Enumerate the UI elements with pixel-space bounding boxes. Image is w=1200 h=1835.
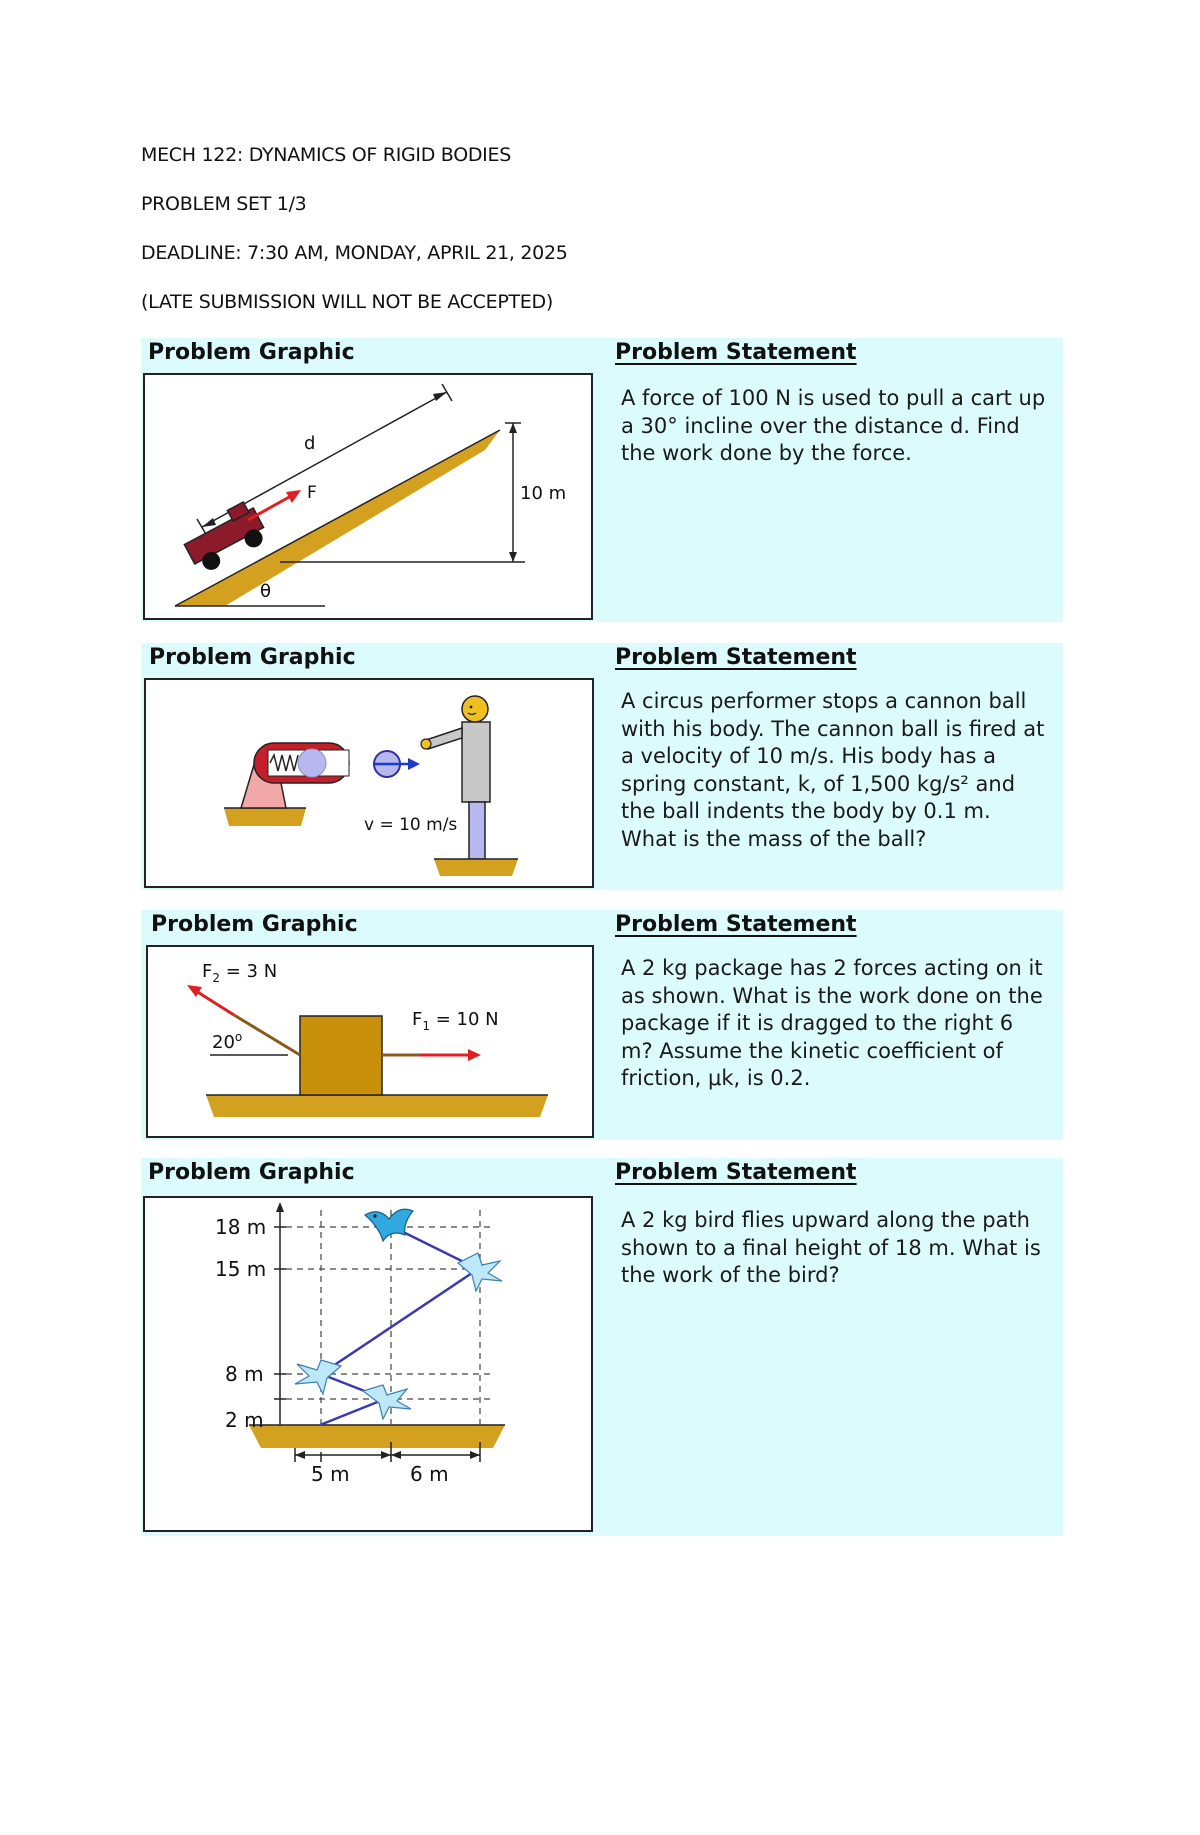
- bird-path-diagram: [145, 1198, 591, 1530]
- f2-rope: [234, 1015, 300, 1055]
- y-tick-8m: 8 m: [225, 1362, 264, 1386]
- graphic-heading: Problem Graphic: [149, 645, 356, 670]
- f2-label: $F_2 = 3$ N: [202, 961, 278, 985]
- cannon-diagram: [146, 680, 592, 886]
- problem-graphic-4: [143, 1196, 593, 1532]
- graphic-heading: Problem Graphic: [148, 340, 355, 365]
- y-tick-2m: 2 m: [225, 1408, 264, 1432]
- package-ground: [206, 1095, 548, 1117]
- problem-graphic-3: [146, 945, 594, 1138]
- problem-statement-1: A force of 100 N is used to pull a cart up a 30° incline over the distance d. Find the work done by the force.: [621, 386, 1046, 465]
- velocity-label: v = 10 m/s: [364, 815, 458, 835]
- statement-heading: Problem Statement: [615, 645, 857, 670]
- statement-heading: Problem Statement: [615, 912, 857, 937]
- problem-set-title: PROBLEM SET 1/3: [141, 193, 307, 215]
- problem-statement-4: A 2 kg bird flies upward along the path shown to a final height of 18 m. What is the work of the bird?: [621, 1208, 1041, 1287]
- problem-statement-2: A circus performer stops a cannon ball with his body. The cannon ball is fired at a velocity of 10 m/s. His body has a spring constant, k, of 1,500 kg/s² and the ball indents the body by 0.1 m. What is the mass of the ball?: [621, 689, 1045, 851]
- y-tick-15m: 15 m: [215, 1257, 267, 1281]
- deadline-text: DEADLINE: 7:30 AM, MONDAY, APRIL 21, 2025: [141, 242, 568, 264]
- incline-diagram: [145, 375, 591, 618]
- problem-card-1: [141, 338, 1063, 622]
- problem-graphic-2: [144, 678, 594, 888]
- grid-lines: [286, 1210, 490, 1425]
- graphic-heading: Problem Graphic: [148, 1160, 355, 1185]
- late-submission-note: (LATE SUBMISSION WILL NOT BE ACCEPTED): [141, 291, 553, 313]
- problem-card-4: [141, 1158, 1063, 1536]
- force-arrow: [248, 496, 291, 520]
- ramp-surface: [175, 430, 500, 606]
- statement-heading: Problem Statement: [615, 340, 857, 365]
- x-label-6m: 6 m: [410, 1462, 449, 1486]
- problem-statement-3: A 2 kg package has 2 forces acting on it as shown. What is the work done on the package if it is dragged to the right 6 m? Assume the kinetic coefficient of friction, μk, is 0.2.: [621, 956, 1043, 1090]
- course-title: MECH 122: DYNAMICS OF RIGID BODIES: [141, 144, 511, 166]
- problem-graphic-1: [143, 373, 593, 620]
- package-box: [300, 1016, 382, 1095]
- force-label: F: [307, 483, 317, 503]
- height-label: 10 m: [520, 483, 567, 504]
- performer-head: [462, 696, 488, 722]
- distance-label: d: [304, 433, 316, 454]
- performer-arm: [426, 728, 462, 749]
- f2-arrow: [196, 991, 234, 1015]
- package-diagram: [148, 947, 592, 1136]
- statement-heading: Problem Statement: [615, 1160, 857, 1185]
- bird-icon: [365, 1209, 413, 1241]
- bird-ground: [249, 1425, 505, 1448]
- x-label-5m: 5 m: [311, 1462, 350, 1486]
- performer-body: [462, 722, 490, 802]
- angle-label: θ: [260, 581, 272, 602]
- problem-card-2: [141, 643, 1063, 890]
- performer-legs: [469, 802, 485, 859]
- f1-label: $F_1 = 10$ N: [412, 1009, 499, 1033]
- cannon-ground: [224, 808, 306, 826]
- loaded-ball: [298, 749, 326, 777]
- bird-icon: [295, 1360, 341, 1394]
- graphic-heading: Problem Graphic: [151, 912, 358, 937]
- performer-ground: [434, 859, 518, 876]
- bird-icon: [458, 1253, 502, 1291]
- f2-angle-label: 20$^o$: [212, 1030, 243, 1053]
- bird-icon: [363, 1385, 411, 1419]
- y-tick-18m: 18 m: [215, 1215, 267, 1239]
- problem-card-3: [141, 910, 1063, 1140]
